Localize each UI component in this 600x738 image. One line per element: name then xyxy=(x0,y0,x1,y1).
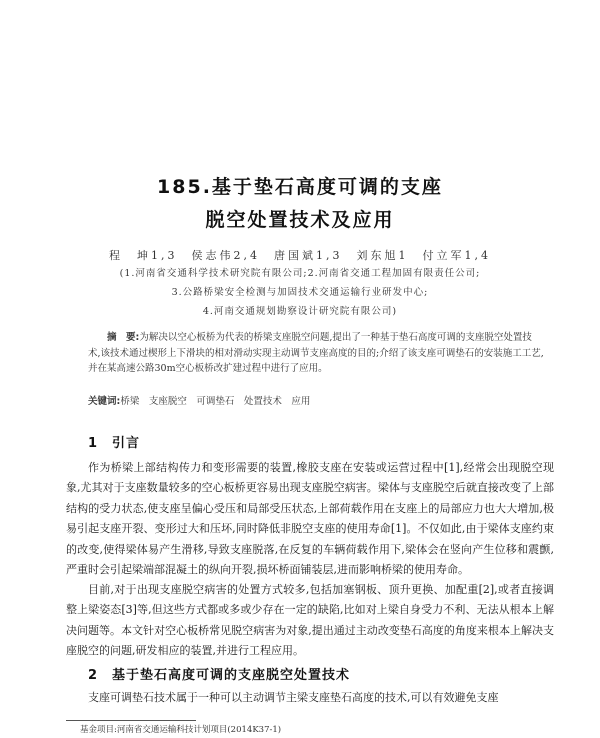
affiliation-line-2: 3.公路桥梁安全检测与加固技术交通运输行业研发中心; xyxy=(171,287,429,298)
method-paragraph-1: 支座可调垫石技术属于一种可以主动调节主梁支座垫石高度的技术,可以有效避免支座 xyxy=(88,691,499,704)
footnote-funding: 基金项目:河南省交通运输科技计划项目(2014K37-1) xyxy=(80,725,282,735)
author-list: 程 坤1,3 侯志伟2,4 唐国斌1,3 刘东旭1 付立军1,4 xyxy=(109,249,491,262)
keywords xyxy=(88,393,544,407)
section-heading-method: 2 基于垫石高度可调的支座脱空处置技术 xyxy=(88,668,351,683)
paper-title-line-1: 185.基于垫石高度可调的支座 xyxy=(157,176,443,198)
keywords-text: 桥梁 支座脱空 可调垫石 处置技术 应用 xyxy=(120,396,311,407)
intro-paragraph-2: 目前,对于出现支座脱空病害的处置方式较多,包括加塞钢板、顶升更换、加配重[2],或者直接调整上梁姿态[3]等,但这些方式都或多或少存在一定的缺陷,比如对上梁自身受力不利、无法从根本上解决问题等。本文针对空心板桥常见脱空病害为对象,提出通过主动改变垫石高度的角度来根本上解决支座脱空的问题,研发相应的装置,并进行工程应用。 xyxy=(66,583,554,658)
keywords-label: 关键词: xyxy=(88,396,121,407)
paper-title-line-2: 脱空处置技术及应用 xyxy=(205,209,395,231)
abstract-text: 为解决以空心板桥为代表的桥梁支座脱空问题,提出了一种基于垫石高度可调的支座脱空处置技术,该技术通过楔形上下滑块的相对滑动实现主动调节支座高度的目的;介绍了该支座可调垫石的安装施工工艺,并在某高速公路30m空心板桥改扩建过程中进行了应用。 xyxy=(88,332,544,374)
affiliation-line-3: 4.河南交通规划勘察设计研究院有限公司) xyxy=(202,306,398,317)
footnote-divider xyxy=(66,720,196,721)
affiliation-line-1: (1.河南省交通科学技术研究院有限公司;2.河南省交通工程加固有限责任公司; xyxy=(119,268,481,279)
abstract xyxy=(88,330,544,377)
intro-paragraph-1: 作为桥梁上部结构传力和变形需要的装置,橡胶支座在安装或运营过程中[1],经常会出现脱空现象,尤其对于支座数量较多的空心板桥更容易出现支座脱空病害。梁体与支座脱空后就直接改变了上部结构的受力状态,使支座呈偏心受压和局部受压状态,上部荷载作用在支座上的局部应力也大大增加,极易引起支座开裂、变形过大和压坏,同时降低非脱空支座的使用寿命[1]。不仅如此,由于梁体支座约束的改变,使得梁体易产生滑移,导致支座脱落,在反复的车辆荷载作用下,梁体会在竖向产生位移和震颤,严重时会引起梁端部混凝土的纵向开裂,损坏桥面铺装层,进而影响桥梁的使用寿命。 xyxy=(66,461,554,577)
section-heading-introduction: 1 引言 xyxy=(88,436,141,451)
abstract-label: 摘 要: xyxy=(107,332,140,343)
